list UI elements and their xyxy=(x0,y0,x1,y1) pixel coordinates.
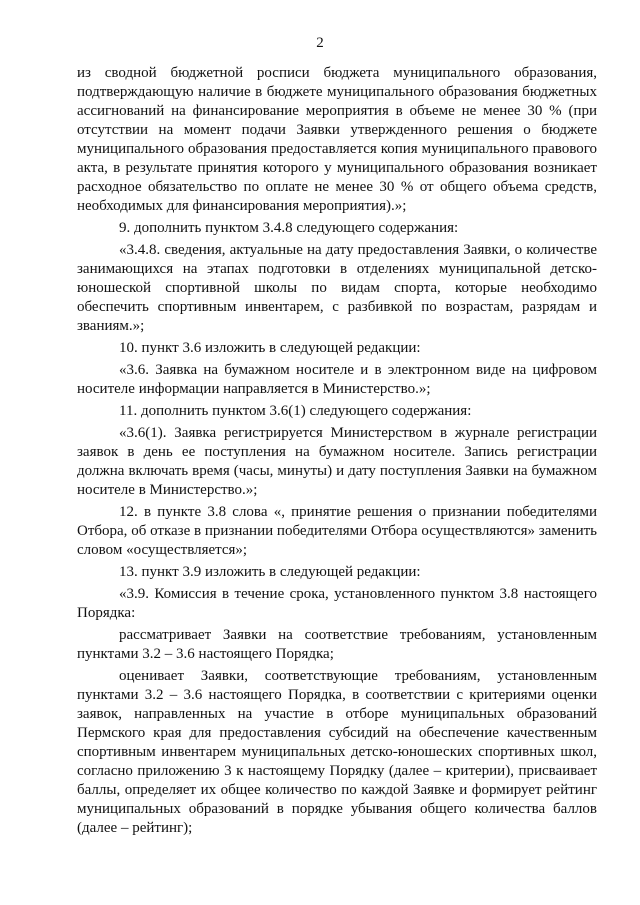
paragraph: «3.4.8. сведения, актуальные на дату предоставления Заявки, о количестве занимающихся на этапах подготовки в отделениях муниципальной детско-юношеской спортивной школы по видам спорта, которые необходимо обеспечить спортивным инвентарем, с разбивкой по возрастам, разрядам и званиям.»; xyxy=(77,242,597,334)
paragraph: 9. дополнить пунктом 3.4.8 следующего содержания: xyxy=(119,220,459,236)
paragraph: рассматривает Заявки на соответствие требованиям, установленным пунктами 3.2 – 3.6 настоящего Порядка; xyxy=(77,627,597,662)
paragraph: 13. пункт 3.9 изложить в следующей редакции: xyxy=(119,564,421,580)
paragraph: 12. в пункте 3.8 слова «, принятие решения о признании победителями Отбора, об отказе в признании победителями Отбора осуществляются» заменить словом «осуществляется»; xyxy=(77,504,597,558)
paragraph: «3.9. Комиссия в течение срока, установленного пунктом 3.8 настоящего Порядка: xyxy=(77,586,597,621)
document-body xyxy=(77,64,597,841)
page-number: 2 xyxy=(316,35,324,51)
paragraph: 11. дополнить пунктом 3.6(1) следующего содержания: xyxy=(119,403,472,419)
paragraph: «3.6. Заявка на бумажном носителе и в электронном виде на цифровом носителе информации направляется в Министерство.»; xyxy=(77,362,597,397)
paragraph: оценивает Заявки, соответствующие требованиям, установленным пунктами 3.2 – 3.6 настоящего Порядка, в соответствии с критериями оценки заявок, направленных на участие в отборе муниципальных образований Пермского края для предоставления субсидий на обеспечение качественным спортивным инвентарем муниципальных детско-юношеских спортивных школ, согласно приложению 3 к настоящему Порядку (далее – критерии), присваивает баллы, определяет их общее количество по каждой Заявке и формирует рейтинг муниципальных образований в порядке убывания общего количества баллов (далее – рейтинг); xyxy=(77,668,597,836)
paragraph: 10. пункт 3.6 изложить в следующей редакции: xyxy=(119,340,421,356)
paragraph: «3.6(1). Заявка регистрируется Министерством в журнале регистрации заявок в день ее поступления на бумажном носителе. Запись регистрации должна включать время (часы, минуты) и дату поступления Заявки на бумажном носителе в Министерство.»; xyxy=(77,425,597,498)
paragraph: из сводной бюджетной росписи бюджета муниципального образования, подтверждающую наличие в бюджете муниципального образования бюджетных ассигнований на финансирование мероприятия в объеме не менее 30 % (при отсутствии на момент подачи Заявки утвержденного решения о бюджете муниципального образования предоставляется копия муниципального правового акта, в результате принятия которого у муниципального образования возникает расходное обязательство по оплате не менее 30 % от общего объема средств, необходимых для финансирования мероприятия).»; xyxy=(77,65,597,214)
